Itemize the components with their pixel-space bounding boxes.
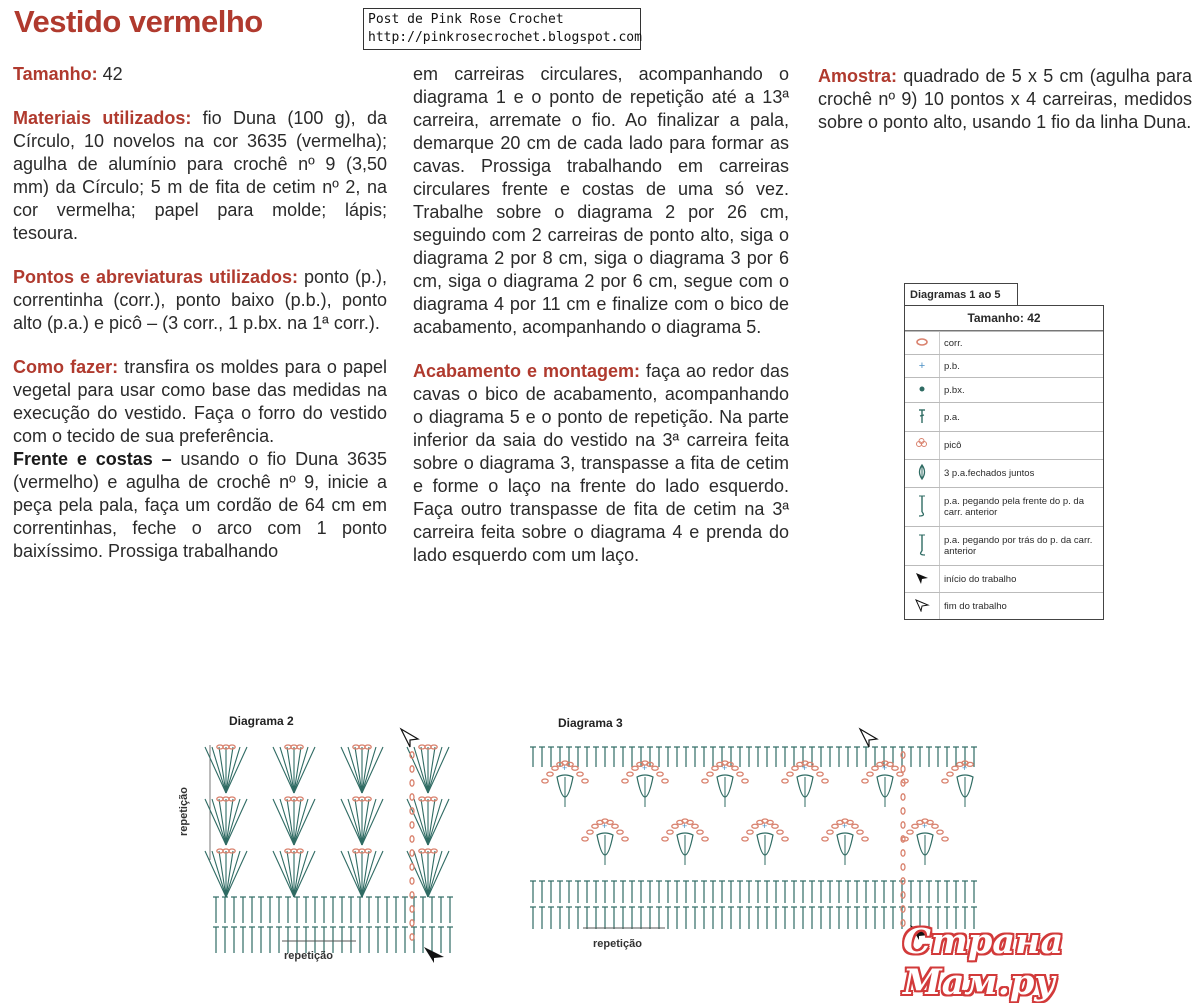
legend-row [905,331,1103,354]
stitch-mark [212,851,226,897]
legend-row [905,402,1103,431]
chain-mark [582,837,588,841]
page-title: Vestido vermelho [14,4,263,39]
chain-mark [622,837,628,841]
chain-mark [662,837,668,841]
chain-mark [777,830,783,834]
chain-mark [712,766,718,770]
chain-mark [582,779,588,783]
chain-mark [952,766,958,770]
chain-mark [782,837,788,841]
chain-mark [572,766,578,770]
stitch-mark [414,747,428,793]
chain-mark [782,779,788,783]
chain-mark [737,772,743,776]
legend-label: p.b. [939,355,1103,377]
legend-label: início do trabalho [939,566,1103,592]
chain-mark [632,766,638,770]
chain-mark [410,780,414,786]
chain-mark [901,850,905,856]
materials-label: Materiais utilizados: [13,108,192,128]
chain-mark [862,837,868,841]
text-column-3 [818,65,1192,134]
text-column-2 [413,63,789,567]
legend-row [905,354,1103,377]
stitch-mark [348,799,362,845]
chain-mark [410,822,414,828]
legend-row [905,487,1103,526]
plus-mark: + [562,763,568,773]
legend-row [905,526,1103,565]
chain-mark [410,906,414,912]
chain-mark [832,824,838,828]
end-arrow [860,729,877,747]
stitch-mark [348,747,362,793]
tall-stitch-icon [905,408,939,427]
chain-mark [742,779,748,783]
chain-mark [410,920,414,926]
chain-mark [892,766,898,770]
stitch-legend [904,305,1104,620]
post-source-box [363,8,641,50]
dot-icon [905,384,939,396]
finishing-label: Acabamento e montagem: [413,361,640,381]
text-column-1 [13,63,387,563]
chain-mark [817,772,823,776]
chain-mark [901,766,905,772]
stitch-mark [294,851,308,897]
chain-mark [410,794,414,800]
chain-mark [410,766,414,772]
end-arrow [401,729,418,747]
stitch-mark [362,851,376,897]
chain-mark [702,837,708,841]
chain-mark [787,772,793,776]
chain-oval-icon [905,337,939,350]
chain-mark [812,766,818,770]
stitch-mark [280,851,294,897]
post-source-url[interactable]: http://pinkrosecrochet.blogspot.com [368,30,642,45]
stitches-paragraph [13,266,387,335]
plus-mark: + [842,821,848,831]
stitch-mark [362,747,376,793]
chain-mark [901,808,905,814]
chain-mark [872,766,878,770]
stitch-mark [280,747,294,793]
size-label: Tamanho: [13,64,98,84]
stitch-mark [226,851,240,897]
filled-arrow-icon [905,571,939,588]
chain-mark [702,779,708,783]
plus-mark: + [602,821,608,831]
size-paragraph [13,63,387,86]
legend-label: p.bx. [939,378,1103,402]
front-back-text: usando o fio Duna 3635 (vermelho) e agulha de crochê nº 9, inicie a peça pela pala, faça um cordão de 64 cm em correntinhas, feche o arco com 1 ponto baixíssimo. Prossiga trabalhando [13,449,387,561]
chain-mark [857,830,863,834]
stitch-mark [428,851,442,897]
chain-mark [901,794,905,800]
chain-mark [592,824,598,828]
chain-mark [862,779,868,783]
legend-label: p.a. pegando por trás do p. da carr. anterior [939,527,1103,565]
chain-mark [587,830,593,834]
stitch-mark [212,799,226,845]
legend-label: p.a. [939,403,1103,431]
chain-mark [742,837,748,841]
legend-row [905,377,1103,402]
post-source-name: Post de Pink Rose Crochet [368,12,564,27]
diagram-3-bottom-repeat-label: repetição [593,938,642,950]
chain-mark [947,772,953,776]
plus-mark: + [762,821,768,831]
stitch-mark [294,799,308,845]
diagram-2-chart [196,725,458,963]
stitch-mark [280,799,294,845]
chain-mark [747,830,753,834]
chain-mark [697,830,703,834]
stitch-mark [428,799,442,845]
chain-mark [612,824,618,828]
plus-mark: + [802,763,808,773]
finishing-text: faça ao redor das cavas o bico de acabamento, acompanhando o diagrama 5 e o ponto de repetição. Na parte inferior da saia do vestido na 3ª carreira feita sobre o diagrama 3, transpasse a fita de cetim e forme o laço na frente do lado esquerdo. Faça outro transpasse de fita de cetim na 3ª carreira feita sobre o diagrama 4 e prenda do lado esquerdo com um laço. [413,361,789,565]
continuation-paragraph: em carreiras circulares, acompanhando o diagrama 1 e o ponto de repetição até a 13ª carreira, arremate o fio. Ao finalizar a pala, demarque 20 cm de cada lado para formar as cavas. Prossiga trabalhando em carreiras circulares frente e costas de uma só vez. Trabalhe sobre o diagrama 2 por 26 cm, seguindo com 2 carreiras de ponto alto, siga o diagrama 2 por 8 cm, siga o diagrama 3 por 6 cm, siga o diagrama 2 por 6 cm, segue com o diagrama 4 por 11 cm e finalize com o bico de acabamento, acompanhando o diagrama 5. [413,64,789,337]
front-back-paragraph [13,448,387,563]
plus-mark: + [722,763,728,773]
chain-mark [912,824,918,828]
legend-row [905,565,1103,592]
how-to-paragraph [13,356,387,448]
chain-mark [822,837,828,841]
gauge-paragraph [818,65,1192,134]
chain-mark [627,772,633,776]
chain-mark [901,864,905,870]
diagram-3-title: Diagrama 3 [558,716,623,730]
gauge-label: Amostra: [818,66,898,86]
back-post-icon [905,533,939,560]
legend-label: p.a. pegando pela frente do p. da carr. anterior [939,488,1103,526]
chain-mark [410,878,414,884]
how-to-label: Como fazer: [13,357,119,377]
stitch-mark [414,799,428,845]
plus-mark: + [642,763,648,773]
plus-mark: + [682,821,688,831]
diagram-2-bottom-repeat-label: repetição [284,950,333,962]
cluster-icon [905,463,939,484]
chain-mark [622,779,628,783]
front-post-icon [905,494,939,521]
chain-mark [652,766,658,770]
stitch-mark [414,851,428,897]
stitch-mark [428,747,442,793]
chain-mark [410,934,414,940]
diagram-2-side-repeat-label: repetição [178,787,190,836]
legend-row [905,459,1103,487]
size-value: 42 [97,64,123,84]
stitch-mark [212,747,226,793]
chain-mark [937,830,943,834]
chain-mark [907,830,913,834]
chain-mark [617,830,623,834]
stitches-text: ponto (p.), correntinha (corr.), ponto baixo (p.b.), ponto alto (p.a.) e picô – (3 corr., 1 p.bx. na 1ª corr.). [13,267,387,333]
chain-mark [662,779,668,783]
legend-label: corr. [939,332,1103,354]
legend-label: fim do trabalho [939,593,1103,619]
gauge-text: quadrado de 5 x 5 cm (agulha para crochê nº 9) 10 pontos x 4 carreiras, medidos sobre o ponto alto, usando 1 fio da linha Duna. [818,66,1192,132]
legend-label: picô [939,432,1103,459]
chain-mark [410,850,414,856]
chain-mark [692,824,698,828]
legend-header: Tamanho: 42 [905,306,1103,331]
legend-tab: Diagramas 1 ao 5 [904,283,1018,305]
chain-mark [901,752,905,758]
chain-mark [667,830,673,834]
chain-mark [542,779,548,783]
chain-mark [552,766,558,770]
materials-paragraph [13,107,387,245]
chain-mark [827,830,833,834]
stitches-label: Pontos e abreviaturas utilizados: [13,267,298,287]
chain-mark [672,824,678,828]
chain-mark [792,766,798,770]
chain-mark [901,892,905,898]
chain-mark [547,772,553,776]
stitch-mark [226,799,240,845]
legend-label: 3 p.a.fechados juntos [939,460,1103,487]
picot-icon [905,438,939,453]
materials-text: fio Duna (100 g), da Círculo, 10 novelos na cor 3635 (vermelha); agulha de alumínio para crochê nº 9 (3,50 mm) da Círculo; 5 m de fita de cetim nº 2, na cor vermelha; papel para molde; lápis; tesoura. [13,108,387,243]
diagram-3-chart [525,725,985,940]
stitch-mark [226,747,240,793]
chain-mark [410,836,414,842]
legend-row [905,592,1103,619]
chain-mark [410,864,414,870]
chain-mark [901,822,905,828]
chain-mark [707,772,713,776]
watermark-logo: Страна Мам.ру [903,921,1064,1003]
plus-icon: + [918,360,926,372]
chain-mark [732,766,738,770]
chain-mark [752,824,758,828]
plus-mark: + [882,763,888,773]
chain-mark [932,824,938,828]
chain-mark [867,772,873,776]
stitch-mark [348,851,362,897]
chain-mark [822,779,828,783]
finishing-paragraph [413,360,789,567]
chain-mark [577,772,583,776]
how-to-text: transfira os moldes para o papel vegetal para usar como base das medidas na execução do vestido. Faça o forro do vestido com o tecido de sua preferência. [13,357,387,446]
plus-mark: + [922,821,928,831]
chain-mark [942,779,948,783]
outline-arrow-icon [905,598,939,615]
chain-mark [942,837,948,841]
stitch-mark [294,747,308,793]
plus-mark: + [962,763,968,773]
chain-mark [657,772,663,776]
chain-mark [772,824,778,828]
legend-row [905,431,1103,459]
front-back-label: Frente e costas – [13,449,172,469]
chain-mark [852,824,858,828]
diagram-2-title: Diagrama 2 [229,714,294,728]
stitch-mark [362,799,376,845]
